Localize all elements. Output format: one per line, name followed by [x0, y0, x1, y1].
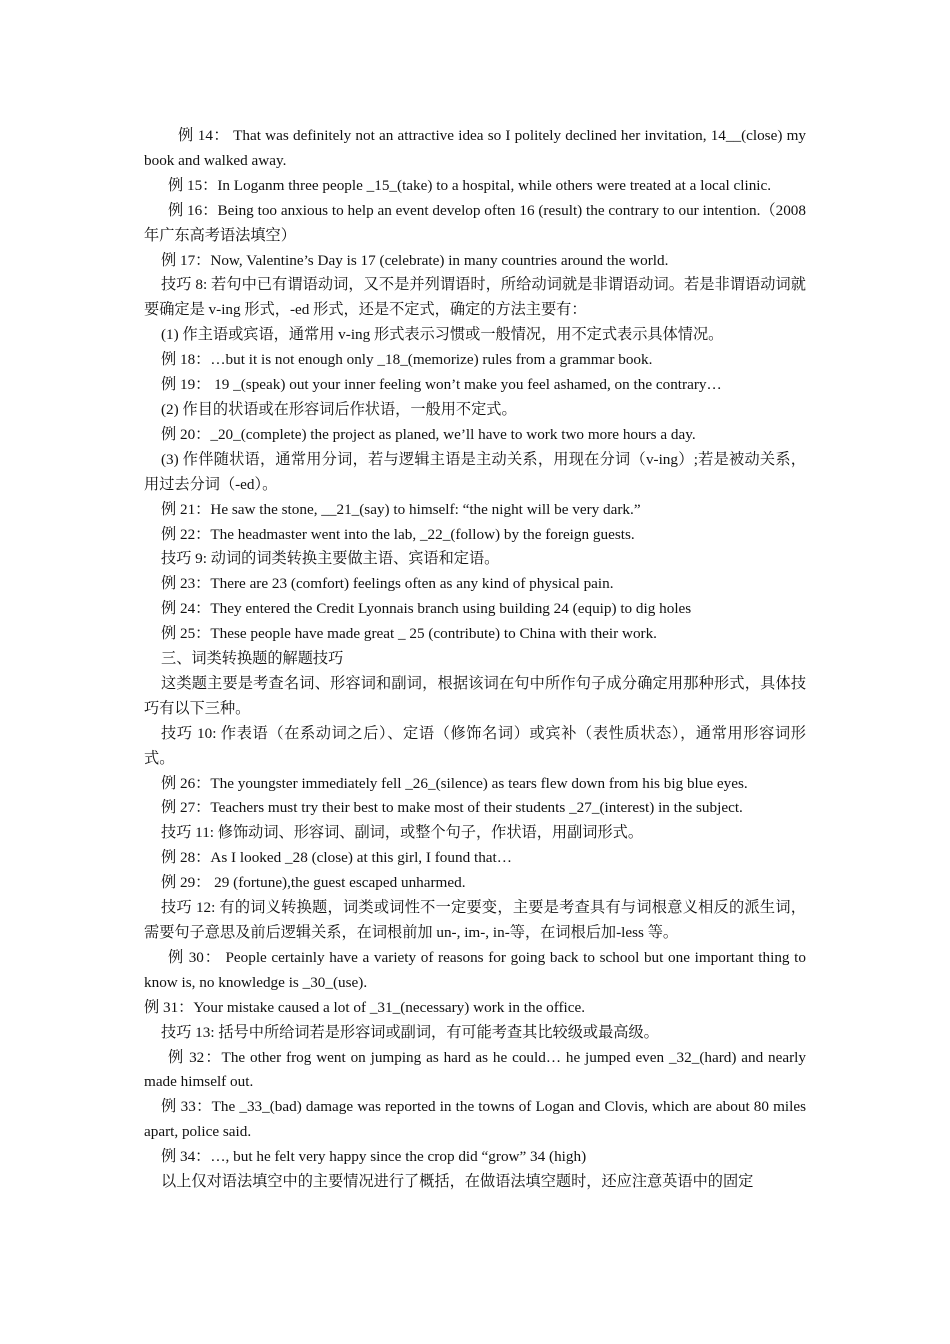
example-21: 例 21：He saw the stone, __21_(say) to himself: “the night will be very dark.” — [161, 500, 641, 518]
example-24: 例 24：They entered the Credit Lyonnais branch using building 24 (equip) to dig holes — [161, 600, 692, 618]
tip-8-rule-1: (1) 作主语或宾语，通常用 v-ing 形式表示习惯或一般情况，用不定式表示具体情况。 — [161, 326, 724, 344]
example-23: 例 23：There are 23 (comfort) feelings often as any kind of physical pain. — [161, 575, 614, 593]
example-32: 例 32：The other frog went on jumping as hard as he could… he jumped even _32_(hard) and nearly made himself out. — [144, 1048, 806, 1091]
example-28: 例 28：As I looked _28 (close) at this girl, I found that… — [161, 849, 512, 867]
example-18: 例 18：…but it is not enough only _18_(memorize) rules from a grammar book. — [161, 351, 653, 369]
example-22: 例 22：The headmaster went into the lab, _22_(follow) by the foreign guests. — [161, 525, 635, 543]
tip-8: 技巧 8: 若句中已有谓语动词，又不是并列谓语时，所给动词就是非谓语动词。若是非谓语动词就要确定是 v-ing 形式，-ed 形式，还是不定式，确定的方法主要有： — [144, 276, 806, 319]
tip-8-rule-2: (2) 作目的状语或在形容词后作状语，一般用不定式。 — [161, 400, 517, 418]
document-body — [144, 124, 806, 1195]
tip-13: 技巧 13: 括号中所给词若是形容词或副词，有可能考查其比较级或最高级。 — [161, 1023, 659, 1041]
example-33: 例 33：The _33_(bad) damage was reported in the towns of Logan and Clovis, which are about 80 miles apart, police said. — [144, 1098, 806, 1141]
example-26: 例 26：The youngster immediately fell _26_(silence) as tears flew down from his big blue eyes. — [161, 774, 748, 792]
tip-8-rule-3: (3) 作伴随状语，通常用分词，若与逻辑主语是主动关系，用现在分词（v-ing）;若是被动关系，用过去分词（-ed）。 — [144, 450, 806, 493]
section-heading-3: 三、词类转换题的解题技巧 — [161, 650, 344, 668]
example-15: 例 15：In Loganm three people _15_(take) to a hospital, while others were treated at a local clinic. — [168, 176, 772, 194]
example-20: 例 20：_20_(complete) the project as planed, we’ll have to work two more hours a day. — [161, 425, 696, 443]
example-30: 例 30： People certainly have a variety of reasons for going back to school but one important thing to know is, no knowledge is _30_(use). — [144, 948, 806, 991]
tip-12: 技巧 12: 有的词义转换题，词类或词性不一定要变，主要是考查具有与词根意义相反的派生词，需要句子意思及前后逻辑关系，在词根前加 un-, im-, in-等，在词根后加-less 等。 — [144, 899, 806, 941]
example-29: 例 29： 29 (fortune),the guest escaped unharmed. — [161, 874, 466, 892]
example-17: 例 17：Now, Valentine’s Day is 17 (celebrate) in many countries around the world. — [161, 251, 669, 269]
closing-paragraph: 以上仅对语法填空中的主要情况进行了概括，在做语法填空题时，还应注意英语中的固定 — [161, 1173, 754, 1191]
section-3-intro: 这类题主要是考查名词、形容词和副词，根据该词在句中所作句子成分确定用那种形式，具体技巧有以下三种。 — [144, 674, 806, 717]
example-14: 例 14： That was definitely not an attractive idea so I politely declined her invitation, 14__(close) my book and walked away. — [144, 127, 806, 169]
example-25: 例 25：These people have made great _ 25 (contribute) to China with their work. — [161, 625, 657, 643]
tip-9: 技巧 9: 动词的词类转换主要做主语、宾语和定语。 — [161, 550, 500, 568]
example-16: 例 16：Being too anxious to help an event develop often 16 (result) the contrary to our intention.（2008 年广东高考语法填空） — [144, 201, 806, 244]
example-34: 例 34：…, but he felt very happy since the crop did “grow” 34 (high) — [161, 1148, 587, 1166]
example-27: 例 27：Teachers must try their best to make most of their students _27_(interest) in the subject. — [161, 799, 743, 817]
example-31: 例 31：Your mistake caused a lot of _31_(necessary) work in the office. — [144, 998, 586, 1016]
tip-11: 技巧 11: 修饰动词、形容词、副词，或整个句子，作状语，用副词形式。 — [161, 824, 644, 842]
example-19: 例 19： 19 _(speak) out your inner feeling won’t make you feel ashamed, on the contrary… — [161, 376, 722, 394]
tip-10: 技巧 10: 作表语（在系动词之后）、定语（修饰名词）或宾补（表性质状态），通常用形容词形式。 — [144, 724, 806, 767]
